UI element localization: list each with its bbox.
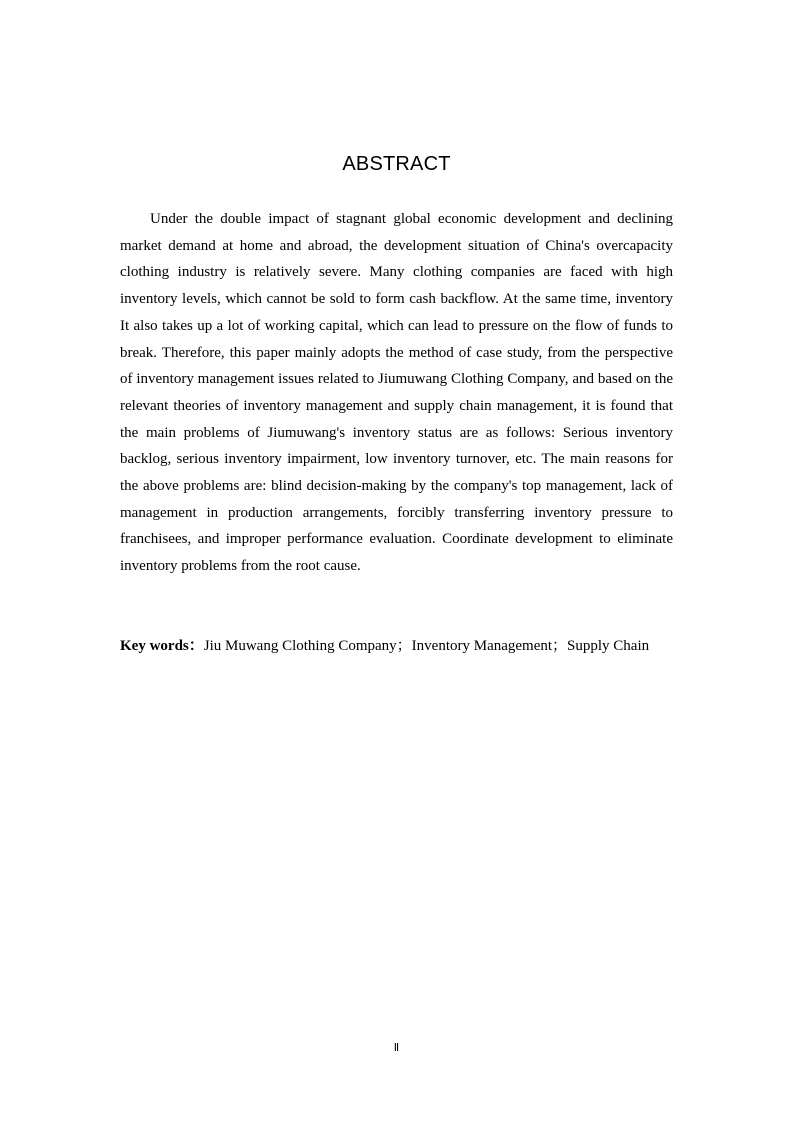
keywords-text: Jiu Muwang Clothing Company；Inventory Management；Supply Chain bbox=[203, 638, 650, 654]
abstract-body: Under the double impact of stagnant global economic development and declining market demand at home and abroad, the development situation of China's overcapacity clothing industry is relatively severe. Many clothing companies are faced with high inventory levels, which cannot be sold to form cash backflow. At the same time, inventory It also takes up a lot of working capital, which can lead to pressure on the flow of funds to break. Therefore, this paper mainly adopts the method of case study, from the perspective of inventory management issues related to Jiumuwang Clothing Company, and based on the relevant theories of inventory management and supply chain management, it is found that the main problems of Jiumuwang's inventory status are as follows: Serious inventory backlog, serious inventory impairment, low inventory turnover, etc. The main reasons for the above problems are: blind decision-making by the company's top management, lack of management in production arrangements, forcibly transferring inventory pressure to franchisees, and improper performance evaluation. Coordinate development to eliminate inventory problems from the root cause. bbox=[120, 211, 673, 575]
keywords-line bbox=[120, 633, 680, 659]
page-number: Ⅱ bbox=[393, 1042, 400, 1054]
abstract-title: ABSTRACT bbox=[342, 153, 451, 175]
keywords-label: Key words： bbox=[120, 638, 204, 654]
